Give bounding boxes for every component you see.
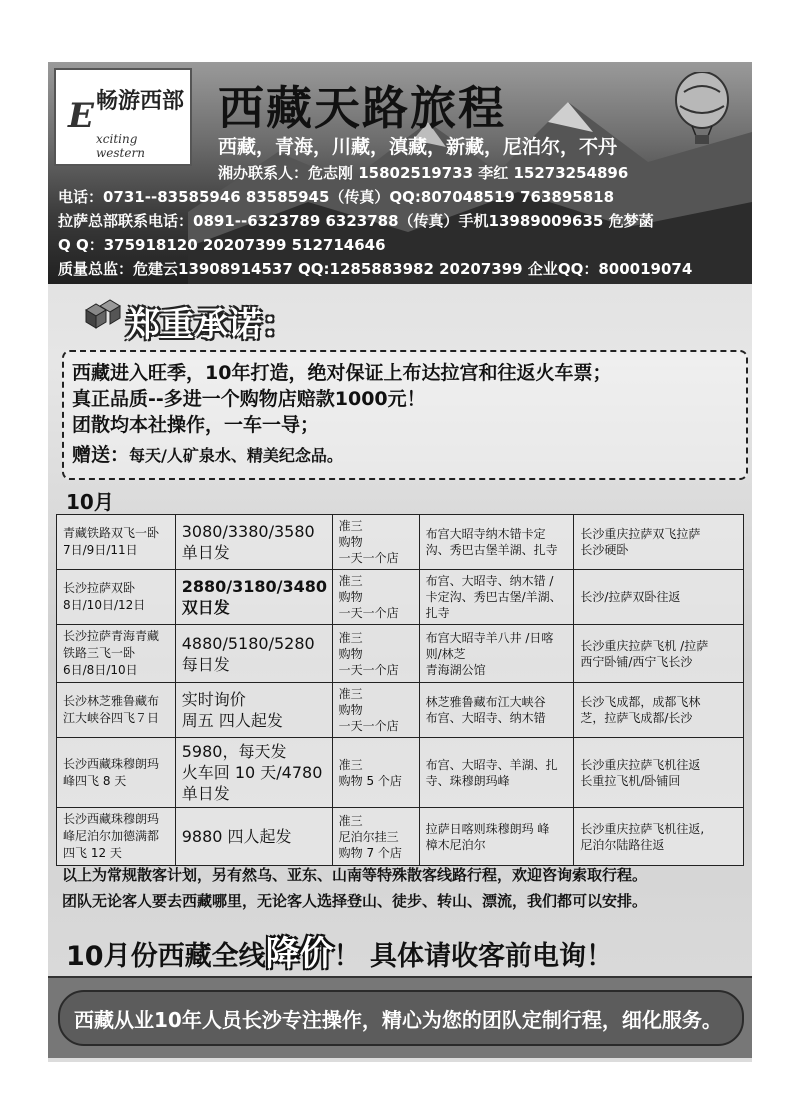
route-schedule: 火车回 10 天/4780 单日发	[181, 763, 323, 803]
shopping-line: 准三	[338, 519, 363, 533]
banner-highlight: 降价	[265, 934, 334, 974]
shopping-line: 一天一个店	[338, 606, 399, 620]
transport-line: 尼泊尔陆路往返	[580, 837, 665, 852]
logo-chinese-name: 畅游西部	[96, 89, 185, 114]
banner-before: 10月份西藏全线	[66, 941, 266, 972]
quality-contact: 质量总监：危建云13908914537 QQ:1285883982 20207399 企业QQ：800019074	[58, 260, 693, 278]
shopping-line: 购物	[338, 590, 363, 604]
sights-line: 则/林芝	[425, 646, 466, 661]
shopping-line: 准三	[338, 813, 363, 828]
route-dates: 8日/10日/12日	[63, 598, 146, 612]
shopping-line: 一天一个店	[338, 551, 399, 565]
route-dates: 6日/8日/10日	[63, 663, 138, 677]
price-cut-banner	[66, 926, 613, 975]
shopping-line: 一天一个店	[338, 662, 399, 677]
sights-line: 布宫、大昭寺、羊湖、扎	[425, 757, 558, 772]
table-row	[57, 808, 744, 866]
route-dates: 7日/9日/11日	[63, 543, 138, 557]
route-price: 9880 四人起发	[181, 827, 292, 846]
promise-line-1: 西藏进入旺季，10年打造，绝对保证上布达拉宫和往返火车票；	[72, 362, 612, 384]
shopping-line: 准三	[338, 574, 363, 588]
note-line-2: 团队无论客人要去西藏哪里，无论客人选择登山、徒步、转山、漂流，我们都可以安排。	[62, 892, 648, 910]
shopping-line: 购物	[338, 646, 363, 661]
footer-bar	[48, 976, 752, 1058]
route-name: 长沙拉萨青海青藏铁路三飞一卧	[63, 629, 160, 660]
sights-line: 布宫、大昭寺、纳木错 /	[425, 574, 554, 588]
routes-table	[56, 514, 744, 866]
route-name: 青藏铁路双飞一卧	[63, 526, 160, 540]
cubes-icon	[82, 298, 122, 334]
gift-text: 每天/人矿泉水、精美纪念品。	[129, 446, 343, 465]
table-row	[57, 738, 744, 808]
transport-line: 长沙重庆拉萨飞机往返,	[580, 821, 705, 836]
route-name: 长沙林芝雅鲁藏布江大峡谷四飞７日	[63, 694, 160, 725]
month-heading: 10月	[66, 490, 114, 514]
table-row	[57, 625, 744, 683]
promise-title: 郑重承诺：	[126, 305, 296, 345]
transport-line: 长沙重庆拉萨双飞拉萨	[580, 527, 701, 541]
company-logo	[54, 68, 192, 166]
banner-after: ！ 具体请收客前电询！	[333, 941, 613, 972]
route-price: 实时询价	[181, 690, 246, 709]
route-price: 2880/3180/3480	[181, 577, 328, 596]
route-schedule: 双日发	[181, 598, 230, 617]
transport-line: 长沙重庆拉萨飞机往返	[580, 757, 701, 772]
transport-line: 长沙重庆拉萨飞机 /拉萨	[580, 638, 709, 653]
sights-line: 寺、珠穆朗玛峰	[425, 773, 510, 788]
sights-line: 林芝雅鲁藏布江大峡谷	[425, 695, 546, 709]
sights-line: 布宫大昭寺羊八井 /日喀	[425, 630, 554, 645]
footer-text: 西藏从业10年人员长沙专注操作，精心为您的团队定制行程，细化服务。	[74, 1008, 722, 1032]
logo-english-name: xciting western	[96, 132, 145, 160]
footer-pill	[58, 990, 744, 1046]
shopping-line: 购物	[338, 535, 363, 549]
hunan-contact: 湘办联系人：危志刚 15802519733 李红 15273254896	[218, 164, 629, 182]
route-schedule: 单日发	[181, 543, 230, 562]
transport-line: 长沙硬卧	[580, 543, 629, 557]
brand-title: 西藏天路旅程	[218, 81, 506, 135]
note-line-1: 以上为常规散客计划，另有然乌、亚东、山南等特殊散客线路行程，欢迎咨询索取行程。	[62, 866, 648, 884]
shopping-line: 购物 7 个店	[338, 845, 402, 860]
route-name: 长沙西藏珠穆朗玛峰四飞 8 天	[63, 756, 160, 788]
sights-line: 布宫、大昭寺、纳木错	[425, 711, 546, 725]
destinations: 西藏，青海，川藏，滇藏，新藏，尼泊尔，不丹	[218, 136, 618, 158]
transport-line: 西宁卧铺/西宁飞长沙	[580, 654, 693, 669]
logo-letter: E	[68, 96, 94, 136]
promise-line-2: 真正品质--多进一个购物店赔款1000元！	[72, 388, 426, 410]
shopping-line: 购物	[338, 703, 363, 717]
poster	[48, 62, 752, 1062]
table-row	[57, 683, 744, 738]
sights-line: 青海湖公馆	[425, 662, 486, 677]
shopping-line: 尼泊尔挂三	[338, 829, 399, 844]
route-price: 3080/3380/3580	[181, 522, 315, 541]
promise-line-3: 团散均本社操作，一车一导；	[72, 414, 320, 436]
phone-line: 电话：0731--83585946 83585945（传真）QQ:807048519 763895818	[58, 188, 615, 206]
transport-line: 长沙/拉萨双卧往返	[580, 590, 681, 604]
shopping-line: 准三	[338, 630, 363, 645]
shopping-line: 准三	[338, 687, 363, 701]
transport-line: 芝，拉萨飞成都/长沙	[580, 711, 693, 725]
gift-line	[72, 440, 343, 467]
table-row	[57, 515, 744, 570]
transport-line: 长沙飞成都，成都飞林	[580, 695, 701, 709]
promise-box	[62, 350, 748, 480]
sights-line: 拉萨日喀则珠穆朗玛 峰	[425, 821, 550, 836]
gift-label: 赠送：	[72, 444, 130, 466]
route-schedule: 每日发	[181, 654, 230, 674]
shopping-line: 一天一个店	[338, 719, 399, 733]
sights-line: 沟、秀巴古堡羊湖、扎寺	[425, 543, 558, 557]
route-schedule: 周五 四人起发	[181, 711, 283, 730]
sights-line: 扎寺	[425, 606, 450, 620]
sights-line: 布宫大昭寺纳木错卡定	[425, 527, 546, 541]
route-name: 长沙拉萨双卧	[63, 581, 136, 595]
header-banner	[48, 62, 752, 284]
route-price: 5980，每天发	[181, 742, 287, 761]
hot-air-balloon-icon	[670, 72, 734, 146]
qq-line: Q Q：375918120 20207399 512714646	[58, 236, 386, 254]
sights-line: 樟木尼泊尔	[425, 837, 486, 852]
table-row	[57, 570, 744, 625]
shopping-line: 准三	[338, 757, 363, 772]
route-name: 长沙西藏珠穆朗玛峰尼泊尔加德满都四飞 12 天	[63, 812, 160, 860]
sights-line: 卡定沟、秀巴古堡/羊湖、	[425, 590, 562, 604]
shopping-line: 购物 5 个店	[338, 773, 402, 788]
lhasa-contact: 拉萨总部联系电话：0891--6323789 6323788（传真）手机13989009635 危梦菡	[58, 212, 654, 230]
route-price: 4880/5180/5280	[181, 633, 315, 653]
transport-line: 长重拉飞机/卧铺回	[580, 773, 681, 788]
